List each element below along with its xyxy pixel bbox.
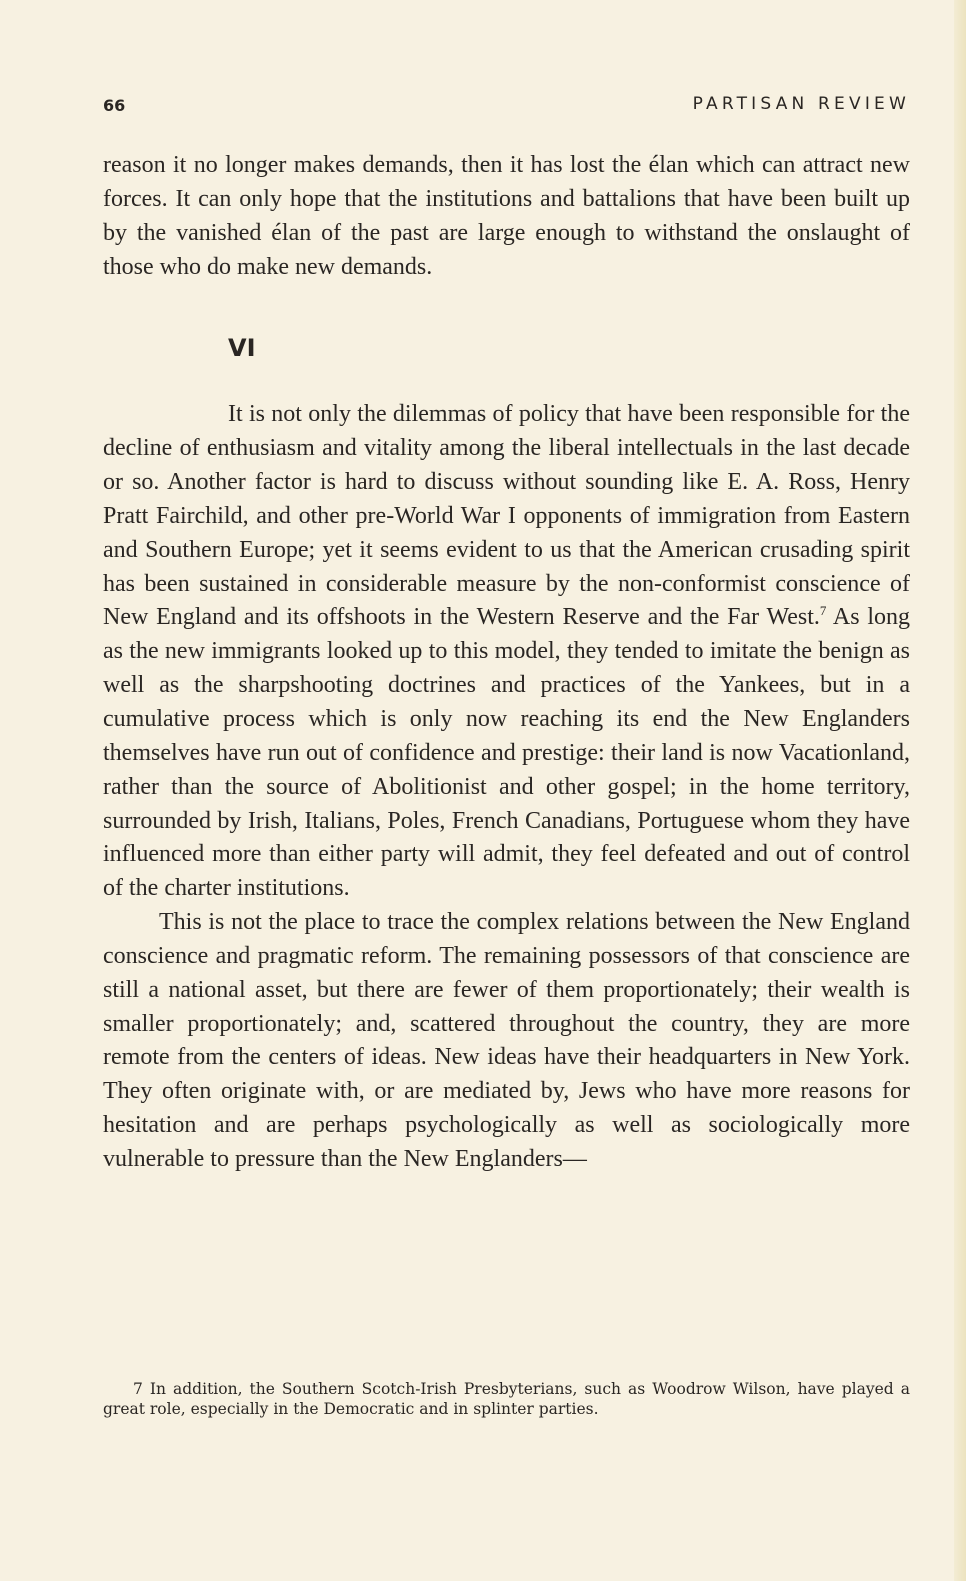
running-head: PARTISAN REVIEW bbox=[692, 94, 910, 114]
footnote: 7 In addition, the Southern Scotch-Irish Presbyterians, such as Woodrow Wilson, have played a great role, especially in the Democratic and in splinter parties. bbox=[103, 1379, 910, 1418]
paragraph: This is not the place to trace the complex relations between the New England conscience and pragmatic reform. The remaining possessors of that conscience are still a national asset, but there are fewer of them proportionately; their wealth is smaller proportionately; and, scattered throughout the country, they are more remote from the centers of ideas. New ideas have their headquarters in New York. They often originate with, or are mediated by, Jews who have more reasons for hesitation and are perhaps psychologically as well as sociologically more vulnerable to pressure than the New Englanders— bbox=[103, 909, 910, 1172]
footnote-reference[interactable]: 7 bbox=[819, 603, 827, 619]
paragraph-text: It is not only the dilemmas of policy that have been responsible for the decline of enthusiasm and vitality among the liberal intellectuals in the last decade or so. Another factor is hard to discuss without sounding like E. A. Ross, Henry Pratt Fairchild, and other pre-World War I opponents of immigration from Eastern and Southern Europe; yet it seems evident to us that the American crusading spirit has been sustained in considerable measure by the non-conformist conscience of New England and its offshoots in the Western Reserve and the Far West. bbox=[103, 401, 910, 631]
paragraph-text: As long as the new immigrants looked up to this model, they tended to imitate the benign as well as the sharpshooting doctrines and practices of the Yankees, but in a cumulative process which is only now reaching its end the New Englanders themselves have run out of confidence and prestige: their land is now Vacationland, rather than the source of Abolitionist and other gospel; in the home territory, surrounded by Irish, Italians, Poles, French Canadians, Portuguese whom they have influenced more than either party will admit, they feel defeated and out of control of the charter institutions. bbox=[103, 604, 910, 902]
body-text bbox=[103, 149, 910, 1177]
page-edge bbox=[954, 0, 966, 1581]
page-number: 66 bbox=[103, 96, 126, 115]
page-header bbox=[103, 92, 910, 122]
paragraph bbox=[103, 398, 910, 906]
section-heading: VI bbox=[228, 334, 256, 363]
paragraph-continued: reason it no longer makes demands, then it has lost the élan which can attract new forces. It can only hope that the institutions and battalions that have been built up by the vanished élan of the past are large enough to withstand the onslaught of those who do make new demands. bbox=[103, 152, 910, 280]
